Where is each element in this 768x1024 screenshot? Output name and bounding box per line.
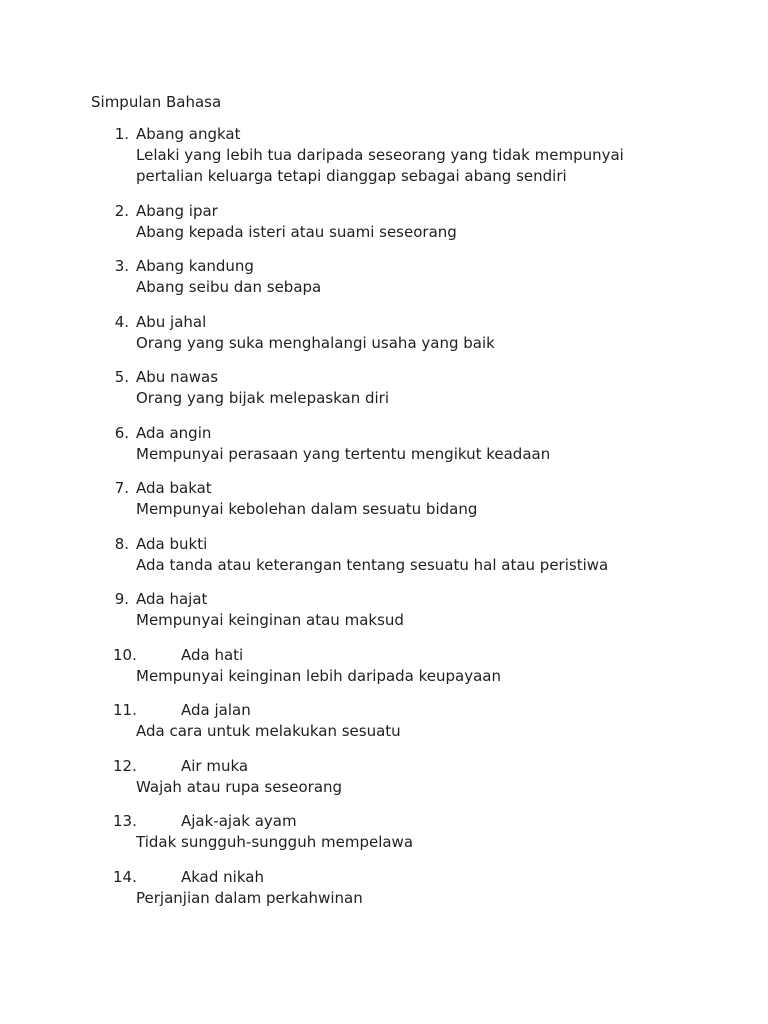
item-term: Abang kandung xyxy=(136,257,254,275)
item-definition: Mempunyai perasaan yang tertentu mengikut keadaan xyxy=(136,444,551,463)
item-definition: Abang seibu dan sebapa xyxy=(136,278,322,296)
item-definition: Abang kepada isteri atau suami seseorang xyxy=(136,222,457,241)
item-definition: Ada cara untuk melakukan sesuatu xyxy=(136,722,401,740)
item-number: 5. xyxy=(114,368,129,386)
item-term: Ada bakat xyxy=(136,479,212,497)
item-number: 9. xyxy=(114,590,129,608)
item-definition: Ada tanda atau keterangan tentang sesuatu hal atau peristiwa xyxy=(136,555,609,574)
list-item xyxy=(0,645,768,687)
item-term: Abang ipar xyxy=(136,201,218,220)
item-number: 3. xyxy=(114,257,129,275)
item-definition: Wajah atau rupa seseorang xyxy=(136,777,343,796)
item-number: 12. xyxy=(113,756,137,775)
document-title: Simpulan Bahasa xyxy=(91,93,222,111)
item-definition: Tidak sungguh-sungguh mempelawa xyxy=(136,833,414,851)
item-term: Ada hati xyxy=(181,645,244,664)
item-term: Abu nawas xyxy=(136,368,219,386)
item-definition: Orang yang suka menghalangi usaha yang baik xyxy=(136,333,495,352)
list-item xyxy=(0,312,768,354)
list-item xyxy=(0,811,768,853)
item-term: Ada angin xyxy=(136,423,212,442)
item-number: 13. xyxy=(113,812,137,830)
list-item xyxy=(0,478,768,520)
list-item xyxy=(0,124,768,187)
item-definition: Mempunyai keinginan atau maksud xyxy=(136,611,404,629)
item-term: Ada hajat xyxy=(136,590,208,608)
list-item xyxy=(0,700,768,742)
item-number: 10. xyxy=(113,645,137,664)
list-item xyxy=(0,867,768,909)
list-item xyxy=(0,756,768,798)
item-definition: Orang yang bijak melepaskan diri xyxy=(136,389,390,407)
item-term: Ada jalan xyxy=(181,701,251,719)
item-number: 6. xyxy=(114,423,129,442)
item-number: 1. xyxy=(114,125,129,143)
item-term: Ajak-ajak ayam xyxy=(181,812,297,830)
item-number: 8. xyxy=(114,534,129,553)
list-item xyxy=(0,534,768,576)
list-item xyxy=(0,201,768,243)
item-definition: Perjanjian dalam perkahwinan xyxy=(136,888,363,907)
list-item xyxy=(0,423,768,465)
list-item xyxy=(0,367,768,409)
item-definition: Mempunyai keinginan lebih daripada keupayaan xyxy=(136,666,502,685)
item-number: 7. xyxy=(114,479,129,497)
item-definition: Mempunyai kebolehan dalam sesuatu bidang xyxy=(136,500,478,518)
list-item xyxy=(0,256,768,298)
list-item xyxy=(0,589,768,631)
item-number: 4. xyxy=(114,312,129,331)
item-number: 14. xyxy=(113,867,137,886)
item-term: Air muka xyxy=(181,756,249,775)
item-definition: Lelaki yang lebih tua daripada seseorang yang tidak mempunyai pertalian keluarga tetapi dianggap sebagai abang sendiri xyxy=(136,146,624,185)
item-number: 2. xyxy=(114,201,129,220)
item-number: 11. xyxy=(113,701,137,719)
item-term: Akad nikah xyxy=(181,867,264,886)
idiom-list xyxy=(0,124,768,922)
item-term: Ada bukti xyxy=(136,534,208,553)
item-term: Abang angkat xyxy=(136,125,241,143)
item-term: Abu jahal xyxy=(136,312,207,331)
